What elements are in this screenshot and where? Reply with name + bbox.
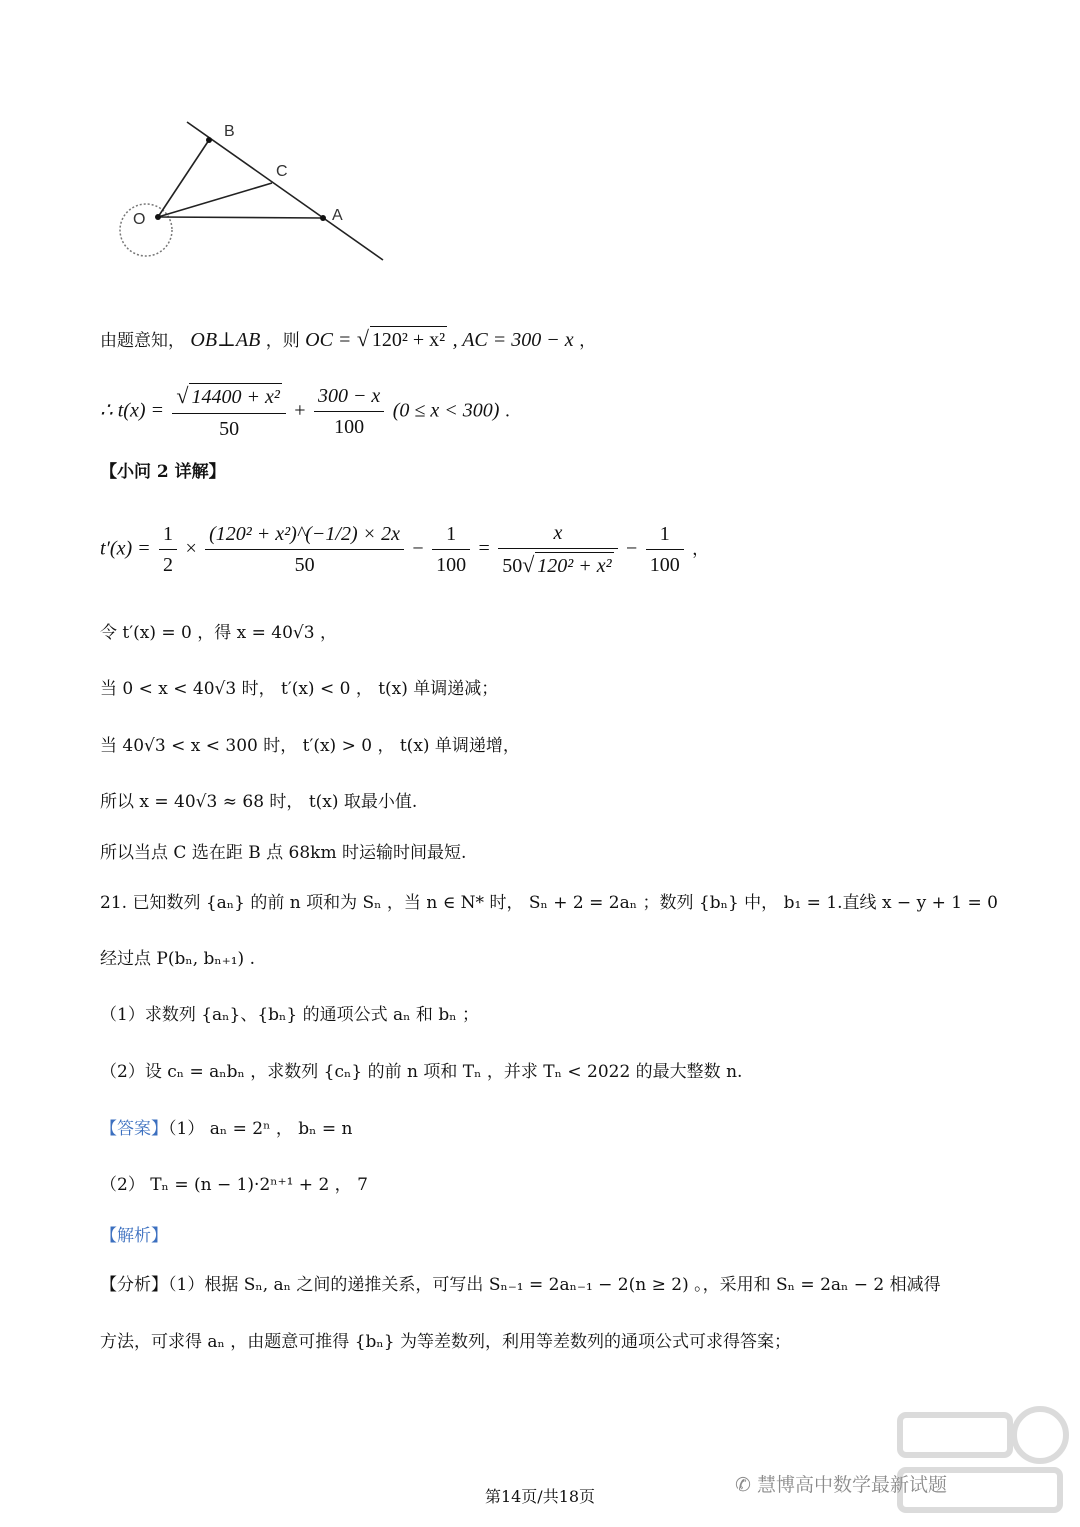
fraction-2 (314, 383, 384, 440)
line-derivative (100, 520, 709, 580)
text-fragment: ， (579, 331, 597, 351)
point-b-dot (206, 137, 212, 143)
analysis-label: 【分析】 (100, 1275, 168, 1295)
point-o-dot (155, 214, 161, 220)
subquestion-2-title: 【小问 2 详解】 (100, 462, 226, 482)
line-critical-point: 令 t′(x) = 0 ，得 x = 40√3 ， (100, 623, 337, 643)
math-ob-perp-ab: OB⊥AB (190, 329, 261, 351)
frac-numerator: 1 (432, 521, 470, 550)
math-operator: = (478, 537, 490, 560)
line-oa (158, 217, 323, 218)
line-oc-ac (100, 325, 596, 354)
line-ob (158, 140, 209, 217)
math-domain: (0 ≤ x < 300) (392, 399, 500, 422)
frac-numerator: (120² + x²)^(−1/2) × 2x (205, 521, 404, 550)
line-t-of-x (100, 382, 510, 442)
answer-1-text: （1） aₙ = 2ⁿ ， bₙ = n (168, 1119, 353, 1139)
math-t-def: ∴ t(x) = (100, 399, 164, 422)
frac-denominator: 50 (219, 417, 240, 440)
geometry-figure (100, 110, 400, 270)
math-oc: OC = (305, 329, 352, 351)
line-conclusion: 所以当点 C 选在距 B 点 68km 时运输时间最短. (100, 843, 467, 863)
frac-denominator: 100 (436, 554, 467, 577)
fraction-derivative (205, 521, 404, 578)
frac-denominator: 50 (502, 555, 523, 577)
jiexi-label: 【解析】 (100, 1226, 168, 1246)
math-sqrt-content: 120² + x² (370, 326, 447, 353)
answer-label: 【答案】 (100, 1119, 168, 1139)
sqrt-icon: √ (522, 552, 535, 577)
line-increasing: 当 40√3 < x < 300 时， t′(x) > 0 ， t(x) 单调递增， (100, 736, 520, 756)
fraction-hundredth-2 (646, 521, 684, 578)
label-a: A (332, 207, 343, 224)
label-b: B (224, 123, 235, 140)
math-operator: − (412, 537, 424, 560)
fraction-hundredth (432, 521, 470, 578)
question-21-stem: 21. 已知数列 {aₙ} 的前 n 项和为 Sₙ ，当 n ∈ N* 时， Sₙ + 2 = 2aₙ ；数列 {bₙ} 中， b₁ = 1.直线 x − y + 1 = 0 (100, 893, 998, 913)
line-ab (187, 122, 383, 260)
text-fragment: ， (692, 539, 710, 560)
page-number: 第14页/共18页 (484, 1487, 596, 1506)
line-decreasing: 当 0 < x < 40√3 时， t′(x) < 0 ， t(x) 单调递减； (100, 679, 499, 699)
fraction-simplified (498, 520, 617, 580)
answer-part-2: （2） Tₙ = (n − 1)·2ⁿ⁺¹ + 2 ， 7 (100, 1175, 368, 1195)
frac-numerator: 300 − x (314, 383, 384, 412)
math-operator: × (185, 537, 197, 560)
circle-o (120, 204, 172, 256)
sqrt-icon: √ (176, 383, 189, 408)
math-derivative-lhs: t′(x) = (100, 537, 151, 560)
frac-numerator: 1 (646, 521, 684, 550)
analysis-line-2: 方法，可求得 aₙ ，由题意可推得 {bₙ} 为等差数列，利用等差数列的通项公式可求得答案； (100, 1332, 791, 1352)
math-operator: + (294, 399, 306, 422)
label-o: O (133, 211, 146, 228)
watermark-label: 慧博高中数学最新试题 (756, 1474, 947, 1496)
label-c: C (276, 163, 288, 180)
question-21-part-1: （1）求数列 {aₙ}、{bₙ} 的通项公式 aₙ 和 bₙ ； (100, 1005, 479, 1025)
analysis-text: （1）根据 Sₙ, aₙ 之间的递推关系，可写出 Sₙ₋₁ = 2aₙ₋₁ − 2(n ≥ 2) 。，采用和 Sₙ = 2aₙ − 2 相减得 (168, 1275, 941, 1295)
frac-denominator-sqrt: 120² + x² (535, 552, 613, 579)
frac-denominator: 100 (334, 416, 365, 439)
math-ac: , AC = 300 − x (452, 329, 574, 351)
analysis-line-1 (100, 1274, 941, 1296)
point-a-dot (320, 215, 326, 221)
fraction-half (159, 521, 177, 578)
question-21-stem-cont: 经过点 P(bₙ, bₙ₊₁) . (100, 949, 255, 969)
sqrt-icon: √ (356, 326, 369, 351)
question-21-part-2: （2）设 cₙ = aₙbₙ ，求数列 {cₙ} 的前 n 项和 Tₙ ，并求 Tₙ < 2022 的最大整数 n. (100, 1062, 743, 1082)
math-operator: − (626, 537, 638, 560)
text-fragment: ，则 (265, 331, 300, 351)
frac-numerator: 14400 + x² (189, 383, 281, 410)
answer-part-1 (100, 1118, 352, 1140)
frac-denominator: 2 (163, 554, 174, 577)
text-fragment: 由题意知， (100, 331, 185, 351)
frac-numerator: x (498, 520, 617, 549)
fraction-1 (172, 382, 285, 442)
wechat-icon: ✆ (735, 1474, 757, 1496)
line-minimum: 所以 x = 40√3 ≈ 68 时， t(x) 取最小值. (100, 792, 418, 812)
frac-denominator: 100 (649, 554, 680, 577)
line-oc (158, 183, 272, 217)
frac-denominator: 50 (294, 554, 315, 577)
text-fragment: . (504, 401, 511, 422)
frac-numerator: 1 (159, 521, 177, 550)
